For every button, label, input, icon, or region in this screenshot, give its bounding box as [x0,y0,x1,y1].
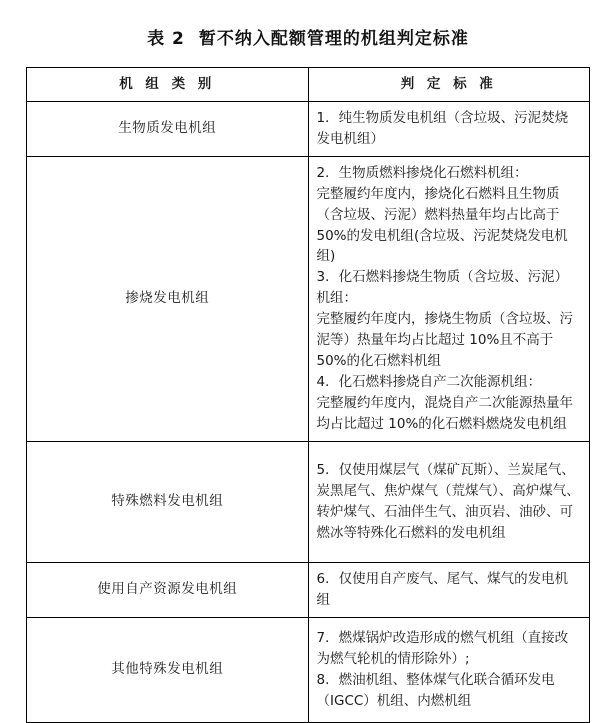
table-row [27,156,590,441]
column-header-criteria: 判 定 标 准 [308,68,590,102]
column-header-category: 机 组 类 别 [27,68,309,102]
criteria-line: 5．仅使用煤层气（煤矿瓦斯）、兰炭尾气、炭黑尾气、焦炉煤气（荒煤气）、高炉煤气、转炉煤气、石油伴生气、油页岩、油砂、可燃冰等特殊化石燃料的发电机组 [316,461,580,541]
row-category: 使用自产资源发电机组 [27,562,309,617]
criteria-line: 完整履约年度内，混烧自产二次能源热量年均占比超过 10%的化石燃料燃烧发电机组 [316,394,573,432]
table-row [27,562,590,617]
row-category: 生物质发电机组 [27,101,309,156]
row-criteria [308,617,590,722]
row-criteria [308,441,590,562]
criteria-line: 7．燃煤锅炉改造形成的燃气机组（直接改为燃气轮机的情形除外）; [316,629,569,667]
table-number: 表 2 [147,29,185,49]
criteria-line: 6．仅使用自产废气、尾气、煤气的发电机组 [316,570,569,608]
criteria-line: 3．化石燃料掺烧生物质（含垃圾、污泥）机组： [316,269,569,307]
criteria-line: 4．化石燃料掺烧自产二次能源机组： [316,373,542,390]
row-category: 特殊燃料发电机组 [27,441,309,562]
criteria-line: 8．燃油机组、整体煤气化联合循环发电（IGCC）机组、内燃机组 [316,671,555,709]
table-row [27,617,590,722]
criteria-line: 完整履约年度内，掺烧生物质（含垃圾、污泥等）热量年均占比超过 10%且不高于 50%的化石燃料机组 [316,311,573,370]
page-title [0,0,616,67]
table-title-text: 暂不纳入配额管理的机组判定标准 [198,29,469,49]
row-criteria [308,562,590,617]
table-header-row [27,68,590,102]
criteria-line: 完整履约年度内，掺烧化石燃料且生物质（含垃圾、污泥）燃料热量年均占比高于 50%的发电机组(含垃圾、污泥焚烧发电机组) [316,185,568,265]
row-category: 掺烧发电机组 [27,156,309,441]
criteria-line: 2．生物质燃料掺烧化石燃料机组： [316,164,528,181]
table-row [27,441,590,562]
criteria-table [26,67,590,723]
criteria-line: 1．纯生物质发电机组（含垃圾、污泥焚烧发电机组） [316,109,569,147]
row-category: 其他特殊发电机组 [27,617,309,722]
table-row [27,101,590,156]
row-criteria [308,156,590,441]
row-criteria [308,101,590,156]
